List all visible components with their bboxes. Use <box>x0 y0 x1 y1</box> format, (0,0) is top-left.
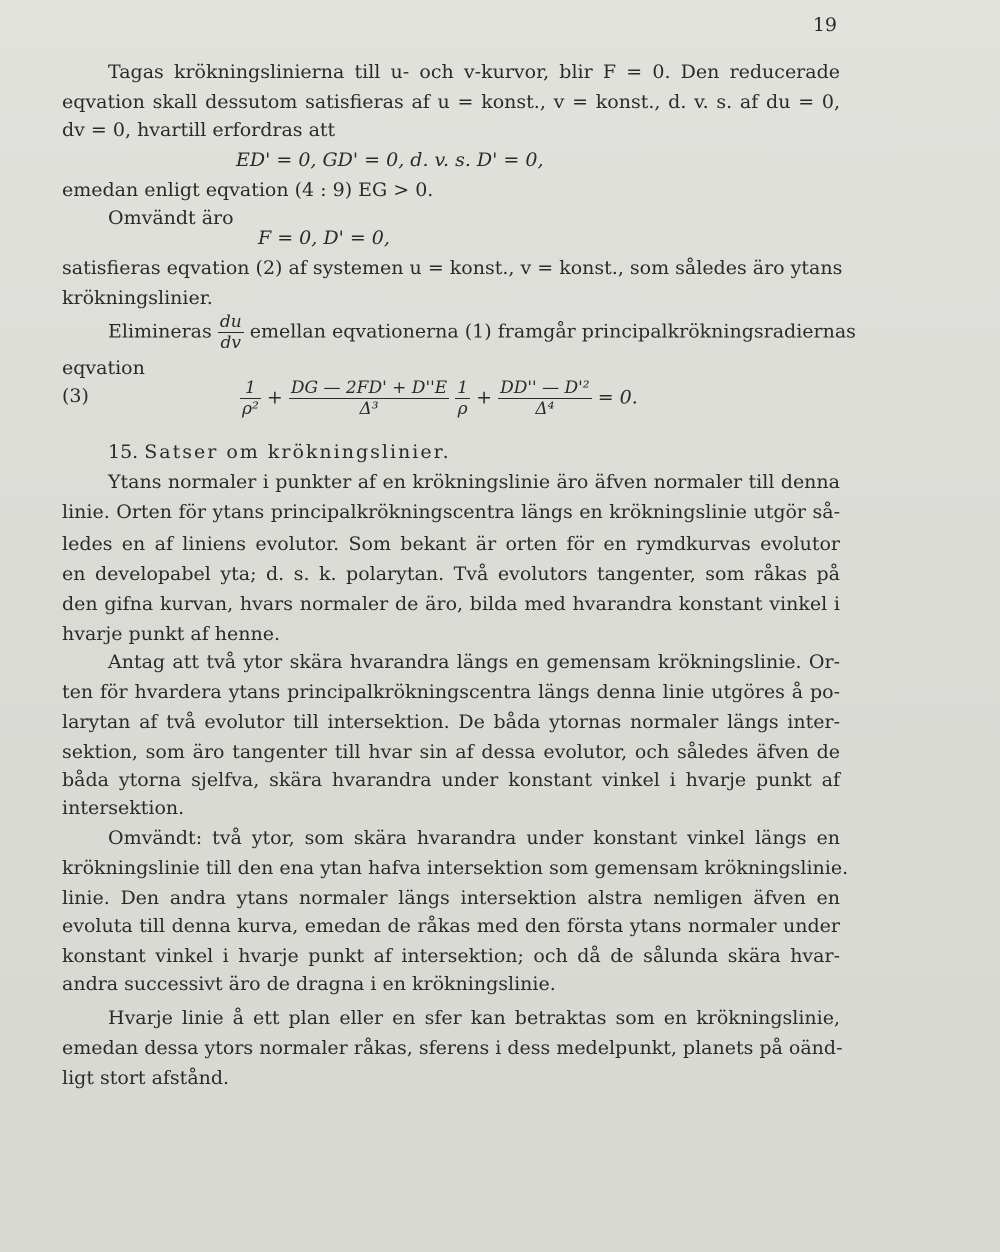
text-line: linie. Orten för ytans principalkrökningscentra längs en krökningslinie utgör så- <box>62 501 840 523</box>
page-number: 19 <box>812 14 837 36</box>
equation-3 <box>240 378 638 419</box>
text-line: emedan dessa ytors normaler råkas, sferens i dess medelpunkt, planets på oänd- <box>62 1037 843 1059</box>
text-line: eqvation <box>62 357 145 379</box>
text-line: ledes en af liniens evolutor. Som bekant är orten för en rymdkurvas evolutor <box>62 533 840 555</box>
denominator: Δ³ <box>359 399 379 419</box>
plus-sign: + <box>476 386 493 409</box>
equation-line: F = 0, D' = 0, <box>258 227 390 249</box>
text-line: båda ytorna sjelfva, skära hvarandra under konstant vinkel i hvarje punkt af <box>62 769 840 791</box>
text-line: andra successivt äro de dragna i en krökningslinie. <box>62 973 556 995</box>
numerator: 1 <box>457 378 469 398</box>
text-line: satisfieras eqvation (2) af systemen u = konst., v = konst., som således äro ytans <box>62 257 843 279</box>
text-line: konstant vinkel i hvarje punkt af intersektion; och då de sålunda skära hvar- <box>62 945 840 967</box>
text-line: en developabel yta; d. s. k. polarytan. Två evolutors tangenter, som råkas på <box>62 563 840 585</box>
numerator: DD'' — D'² <box>500 378 590 398</box>
denominator: Δ⁴ <box>535 399 555 419</box>
equation-number: (3) <box>62 385 89 407</box>
text-line: krökningslinie till den ena ytan hafva intersektion som gemensam krökningslinie. <box>62 857 849 879</box>
elimination-line <box>108 312 856 353</box>
text-line: ten för hvardera ytans principalkrökningscentra längs denna linie utgöres å po- <box>62 681 840 703</box>
text-line: Tagas krökningslinierna till u- och v-kurvor, blir F = 0. Den reducerade <box>108 61 840 83</box>
numerator: 1 <box>240 378 261 399</box>
text-line: krökningslinier. <box>62 287 213 309</box>
text-line: Antag att två ytor skära hvarandra längs en gemensam krökningslinie. Or- <box>108 651 840 673</box>
text-line: dv = 0, hvartill erfordras att <box>62 119 336 141</box>
text-line: larytan af två evolutor till intersektion. De båda ytornas normaler längs inter- <box>62 711 840 733</box>
denominator: ρ <box>457 399 468 419</box>
text-line: Ytans normaler i punkter af en krökningslinie äro äfven normaler till denna <box>108 471 840 493</box>
eq3-fraction-4 <box>498 378 592 419</box>
equals-zero: = 0. <box>597 386 638 409</box>
text-line: emedan enligt eqvation (4 : 9) EG > 0. <box>62 179 434 201</box>
elim-word: Elimineras <box>108 320 212 343</box>
section-heading <box>108 440 451 464</box>
section-title: Satser om krökningslinier. <box>144 441 451 463</box>
text-line: linie. Den andra ytans normaler längs intersektion alstra nemligen äfven en <box>62 887 840 909</box>
numerator: DG — 2FD' + D''E <box>290 378 448 398</box>
text-line: intersektion. <box>62 797 185 819</box>
fraction-numerator: du <box>219 312 242 332</box>
text-line: eqvation skall dessutom satisfieras af u = konst., v = konst., d. v. s. af du = 0, <box>62 91 840 113</box>
eq3-fraction-2 <box>289 378 449 419</box>
eq3-fraction-3 <box>455 378 470 419</box>
text-line: hvarje punkt af henne. <box>62 623 281 645</box>
plus-sign: + <box>266 386 283 409</box>
text-line: den gifna kurvan, hvars normaler de äro, bilda med hvarandra konstant vinkel i <box>62 593 840 615</box>
du-dv-fraction <box>218 312 244 353</box>
section-number: 15. <box>108 441 139 463</box>
text-line: sektion, som äro tangenter till hvar sin af dessa evolutor, och således äfven de <box>62 741 840 763</box>
eq3-fraction-1 <box>240 378 261 419</box>
elim-rest: emellan eqvationerna (1) framgår principalkrökningsradiernas <box>249 320 856 343</box>
text-line: Hvarje linie å ett plan eller en sfer kan betraktas som en krökningslinie, <box>108 1007 840 1029</box>
text-line: Omvändt äro <box>108 207 234 229</box>
denominator: ρ² <box>242 399 259 419</box>
text-line: evoluta till denna kurva, emedan de råkas med den första ytans normaler under <box>62 915 840 937</box>
fraction-denominator: dv <box>220 333 241 353</box>
equation-line: ED' = 0, GD' = 0, d. v. s. D' = 0, <box>236 149 544 171</box>
text-line: Omvändt: två ytor, som skära hvarandra under konstant vinkel längs en <box>108 827 840 849</box>
text-line: ligt stort afstånd. <box>62 1067 230 1089</box>
